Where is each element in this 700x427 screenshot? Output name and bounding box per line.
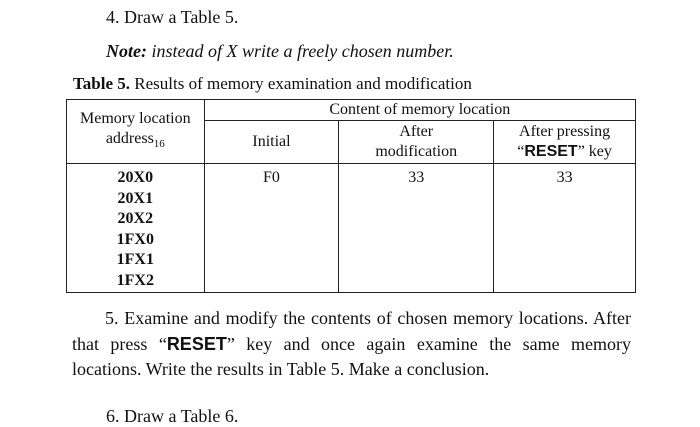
table-header-row-1 bbox=[67, 100, 636, 121]
address-item: 20X0 bbox=[117, 169, 154, 186]
address-item: 20X1 bbox=[117, 189, 154, 207]
paragraph-part-2: ” key and once again examine the same memory locations. Write the results in Table 5. Make a conclusion. bbox=[72, 333, 631, 379]
header-after-modification-text: After modification bbox=[375, 123, 458, 160]
after-modification-value: 33 bbox=[408, 169, 425, 186]
address-item: 20X2 bbox=[117, 210, 154, 228]
address-cell bbox=[67, 164, 205, 293]
step-6-heading: 6. Draw a Table 6. bbox=[106, 406, 239, 426]
initial-value: F0 bbox=[263, 169, 280, 186]
note-line bbox=[106, 40, 454, 62]
memory-table bbox=[66, 99, 636, 293]
address-item: 1FX1 bbox=[116, 251, 154, 269]
header-address-text: Memory location address bbox=[79, 109, 191, 147]
caption-text: Results of memory examination and modification bbox=[134, 74, 472, 93]
caption-label: Table 5. bbox=[73, 74, 131, 93]
step-4-heading: 4. Draw a Table 5. bbox=[106, 7, 239, 27]
table-caption bbox=[73, 73, 472, 95]
note-label: Note: bbox=[106, 41, 147, 61]
after-modification-cell bbox=[339, 164, 494, 293]
address-item: 1FX0 bbox=[116, 230, 154, 248]
note-text: instead of X write a freely chosen number. bbox=[151, 41, 454, 61]
initial-cell bbox=[204, 164, 339, 293]
header-after-reset-open-quote: “ bbox=[517, 143, 525, 160]
paragraph-part-1: 5. Examine and modify the contents of chosen memory locations. After that press “ bbox=[72, 308, 631, 354]
header-initial: Initial bbox=[204, 121, 339, 164]
table-body-row bbox=[67, 164, 636, 293]
step-5-paragraph bbox=[72, 306, 631, 383]
address-item: 1FX2 bbox=[116, 271, 154, 289]
header-after-modification bbox=[339, 121, 494, 164]
header-reset-key: RESET bbox=[524, 143, 578, 160]
header-after-reset bbox=[494, 121, 636, 164]
header-address-subscript: 16 bbox=[153, 138, 165, 151]
header-after-reset-close: ” key bbox=[577, 143, 612, 160]
paragraph-reset-key: RESET bbox=[166, 333, 227, 354]
after-reset-value: 33 bbox=[556, 169, 573, 186]
address-list bbox=[71, 168, 200, 292]
after-reset-cell bbox=[494, 164, 636, 293]
header-after-reset-prefix: After pressing bbox=[519, 123, 611, 140]
header-address bbox=[67, 100, 205, 164]
header-content: Content of memory location bbox=[204, 100, 635, 121]
